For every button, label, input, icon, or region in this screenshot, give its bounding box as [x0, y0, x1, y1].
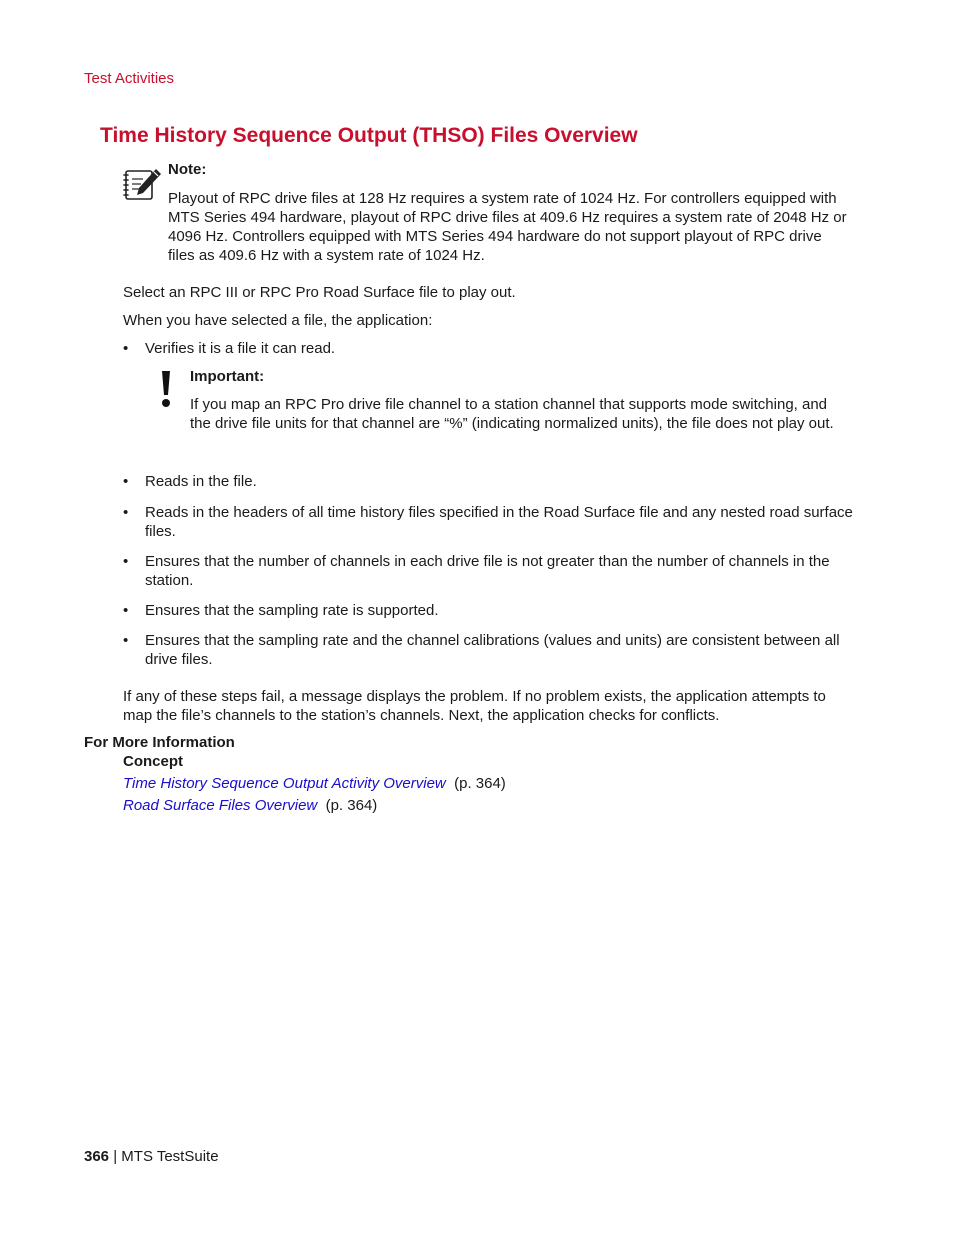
- bullet-dot: •: [123, 602, 129, 619]
- road-surface-files-overview-link[interactable]: Road Surface Files Overview: [123, 797, 318, 814]
- list-item-text: Ensures that the number of channels in each drive file is not greater than the number of channels in the station.: [145, 553, 830, 589]
- bullet-dot: •: [123, 340, 129, 357]
- list-item: [123, 631, 853, 669]
- list-item: [123, 339, 853, 358]
- note-text: Playout of RPC drive files at 128 Hz requires a system rate of 1024 Hz. For controllers equipped with MTS Series 494 hardware, playout of RPC drive files at 409.6 Hz requires a system rate of 2048 Hz or 4096 Hz. Controllers equipped with MTS Series 494 hardware do not support playout of RPC drive files as 409.6 Hz with a system rate of 1024 Hz.: [168, 190, 847, 264]
- list-item-text: Ensures that the sampling rate is supported.: [145, 602, 439, 619]
- bullet-dot: •: [123, 632, 129, 649]
- list-item-text: Ensures that the sampling rate and the channel calibrations (values and units) are consistent between all drive files.: [145, 632, 840, 668]
- exclamation-icon: [158, 371, 174, 409]
- page-number: 366: [84, 1148, 110, 1165]
- list-item: [123, 552, 853, 590]
- if-fail-paragraph: If any of these steps fail, a message displays the problem. If no problem exists, the application attempts to map the file’s channels to the station’s channels. Next, the application checks for conflicts.: [123, 688, 826, 724]
- footer-separator: |: [113, 1148, 118, 1165]
- page-reference: (p. 364): [325, 797, 378, 814]
- note-pencil-icon: [123, 166, 163, 202]
- thso-activity-overview-link[interactable]: Time History Sequence Output Activity Overview: [123, 775, 446, 792]
- list-item: [123, 601, 853, 620]
- page-reference: (p. 364): [454, 775, 506, 792]
- bullet-dot: •: [123, 504, 129, 521]
- important-text: If you map an RPC Pro drive file channel to a station channel that supports mode switching, and the drive file units for that channel are “%” (indicating normalized units), the file does not play out.: [190, 396, 834, 432]
- list-item-text: Reads in the headers of all time history files specified in the Road Surface file and any nested road surface files.: [145, 504, 853, 540]
- list-item: [123, 503, 853, 541]
- product-name: MTS TestSuite: [121, 1148, 219, 1165]
- select-paragraph: Select an RPC III or RPC Pro Road Surface file to play out.: [123, 284, 516, 301]
- note-label: Note:: [168, 161, 207, 178]
- list-item-text: Verifies it is a file it can read.: [145, 340, 336, 357]
- reference-link-row: [123, 775, 506, 792]
- breadcrumb[interactable]: Test Activities: [84, 70, 175, 87]
- important-label: Important:: [190, 368, 265, 385]
- concept-heading: Concept: [123, 753, 183, 770]
- page-footer: [84, 1148, 219, 1165]
- list-item-text: Reads in the file.: [145, 473, 257, 490]
- bullet-dot: •: [123, 473, 129, 490]
- when-paragraph: When you have selected a file, the application:: [123, 312, 433, 329]
- bullet-dot: •: [123, 553, 129, 570]
- list-item: [123, 472, 853, 491]
- page-title: Time History Sequence Output (THSO) Files Overview: [100, 124, 638, 147]
- more-info-heading: For More Information: [84, 734, 235, 751]
- reference-link-row: [123, 797, 377, 814]
